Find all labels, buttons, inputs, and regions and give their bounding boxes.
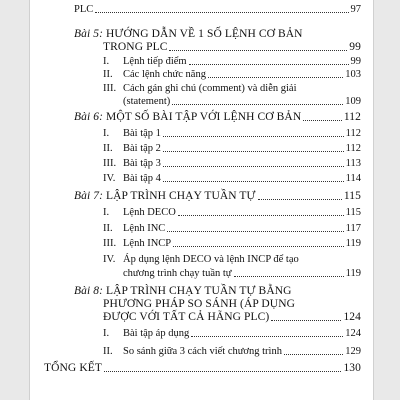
toc-item[interactable] — [103, 142, 361, 155]
dot-leader — [95, 3, 348, 13]
dot-leader — [169, 41, 347, 51]
toc-item-text: Bài tập 4 — [123, 173, 161, 184]
toc-item-text: So sánh giữa 3 cách viết chương trình — [123, 346, 282, 357]
roman-numeral: II. — [103, 223, 113, 234]
toc-entry[interactable] — [74, 3, 361, 16]
lesson-number: Bài 8: — [74, 285, 104, 297]
toc-page-number: 99 — [349, 41, 361, 53]
toc-item-text-cont: (statement) — [123, 96, 171, 107]
toc-page-number: 115 — [343, 190, 361, 202]
lesson-title: MỘT SỐ BÀI TẬP VỚI LỆNH CƠ BẢN — [106, 111, 302, 123]
dot-leader — [163, 127, 344, 137]
dot-leader — [284, 345, 343, 355]
toc-page-number: 97 — [350, 4, 361, 15]
toc-item[interactable] — [103, 222, 361, 235]
roman-numeral: I. — [103, 207, 110, 218]
toc-page-number: 129 — [345, 346, 361, 357]
toc-item[interactable] — [103, 253, 361, 266]
summary-title: TỔNG KẾT — [44, 362, 102, 374]
toc-page-number: 124 — [343, 311, 361, 323]
roman-numeral: III. — [103, 83, 117, 94]
toc-item[interactable] — [103, 206, 361, 219]
lesson-title: LẬP TRÌNH CHẠY TUẦN TỰ BẰNG — [106, 285, 292, 297]
toc-page-number: 112 — [345, 143, 361, 154]
toc-item-text: Lệnh INCP — [123, 238, 172, 249]
toc-item-text: Bài tập 2 — [123, 143, 161, 154]
dot-leader — [167, 222, 343, 232]
lesson-title: HƯỚNG DẪN VỀ 1 SỐ LỆNH CƠ BẢN — [106, 28, 303, 40]
toc-item-text: Cách gán ghi chú (comment) và diễn giải — [123, 83, 297, 94]
toc-item[interactable] — [103, 127, 361, 140]
dot-leader — [303, 111, 342, 121]
toc-item[interactable] — [103, 68, 361, 81]
toc-page-number: 109 — [345, 96, 361, 107]
lesson-5-heading[interactable] — [74, 28, 361, 41]
toc-page-number: 124 — [345, 328, 361, 339]
dot-leader — [104, 362, 341, 372]
lesson-title: LẬP TRÌNH CHẠY TUẦN TỰ — [106, 190, 256, 202]
roman-numeral: III. — [103, 238, 117, 249]
toc-page-number: 99 — [350, 56, 361, 67]
toc-item[interactable] — [103, 172, 361, 185]
roman-numeral: II. — [103, 69, 113, 80]
toc-item-cont — [123, 267, 361, 280]
lesson-8-heading-cont2 — [103, 311, 361, 324]
toc-page-number: 119 — [345, 268, 361, 279]
dot-leader — [163, 172, 344, 182]
toc-item-text: Các lệnh chức năng — [123, 69, 206, 80]
dot-leader — [178, 206, 344, 216]
toc-page-number: 103 — [345, 69, 361, 80]
toc-page-number: 113 — [345, 158, 361, 169]
lesson-number: Bài 5: — [74, 28, 104, 40]
toc-item-text: Áp dụng lệnh DECO và lệnh INCP để tạo — [123, 254, 299, 265]
roman-numeral: II. — [103, 143, 113, 154]
toc-item[interactable] — [103, 55, 361, 68]
dot-leader — [271, 311, 341, 321]
lesson-number: Bài 6: — [74, 111, 104, 123]
lesson-8-heading-cont — [103, 298, 361, 311]
toc-item-text: Lệnh INC — [123, 223, 166, 234]
toc-page-number: 119 — [345, 238, 361, 249]
toc-item-text: Bài tập 3 — [123, 158, 161, 169]
toc-page-number: 115 — [345, 207, 361, 218]
dot-leader — [163, 142, 344, 152]
toc-page-number: 112 — [345, 128, 361, 139]
toc-item-cont — [123, 95, 361, 108]
roman-numeral: I. — [103, 56, 110, 67]
toc-entry-text: PLC — [74, 4, 94, 15]
toc-item[interactable] — [103, 157, 361, 170]
dot-leader — [163, 157, 344, 167]
lesson-title-cont: PHƯƠNG PHÁP SO SÁNH (ÁP DỤNG — [103, 298, 296, 310]
toc-item[interactable] — [103, 237, 361, 250]
toc-item-text: Lệnh tiếp điểm — [123, 56, 187, 67]
dot-leader — [208, 68, 343, 78]
lesson-5-heading-cont — [103, 41, 361, 54]
toc-page-number: 112 — [343, 111, 361, 123]
roman-numeral: IV. — [103, 254, 116, 265]
toc-item-text: Bài tập áp dụng — [123, 328, 190, 339]
dot-leader — [189, 55, 349, 65]
summary-entry[interactable] — [44, 362, 361, 375]
roman-numeral: III. — [103, 158, 117, 169]
roman-numeral: I. — [103, 328, 110, 339]
roman-numeral: IV. — [103, 173, 116, 184]
toc-page-number: 130 — [343, 362, 361, 374]
toc-item-text: Bài tập 1 — [123, 128, 161, 139]
roman-numeral: II. — [103, 346, 113, 357]
toc-page-number: 114 — [345, 173, 361, 184]
toc-item-text-cont: chương trình chạy tuần tự — [123, 268, 232, 279]
dot-leader — [191, 327, 343, 337]
dot-leader — [172, 95, 343, 105]
lesson-6-heading[interactable] — [74, 111, 361, 124]
dot-leader — [258, 190, 342, 200]
roman-numeral: I. — [103, 128, 110, 139]
document-page — [30, 0, 373, 400]
toc-item-text: Lệnh DECO — [123, 207, 176, 218]
lesson-title-cont: TRONG PLC — [103, 41, 168, 53]
lesson-8-heading[interactable] — [74, 285, 361, 298]
dot-leader — [173, 237, 344, 247]
toc-page-number: 117 — [345, 223, 361, 234]
lesson-7-heading[interactable] — [74, 190, 361, 203]
lesson-title-cont2: ĐƯỢC VỚI TẤT CẢ HÃNG PLC) — [103, 311, 270, 323]
toc-item[interactable] — [103, 327, 361, 340]
toc-item[interactable] — [103, 345, 361, 358]
dot-leader — [234, 267, 344, 277]
toc-item[interactable] — [103, 82, 361, 95]
lesson-number: Bài 7: — [74, 190, 104, 202]
